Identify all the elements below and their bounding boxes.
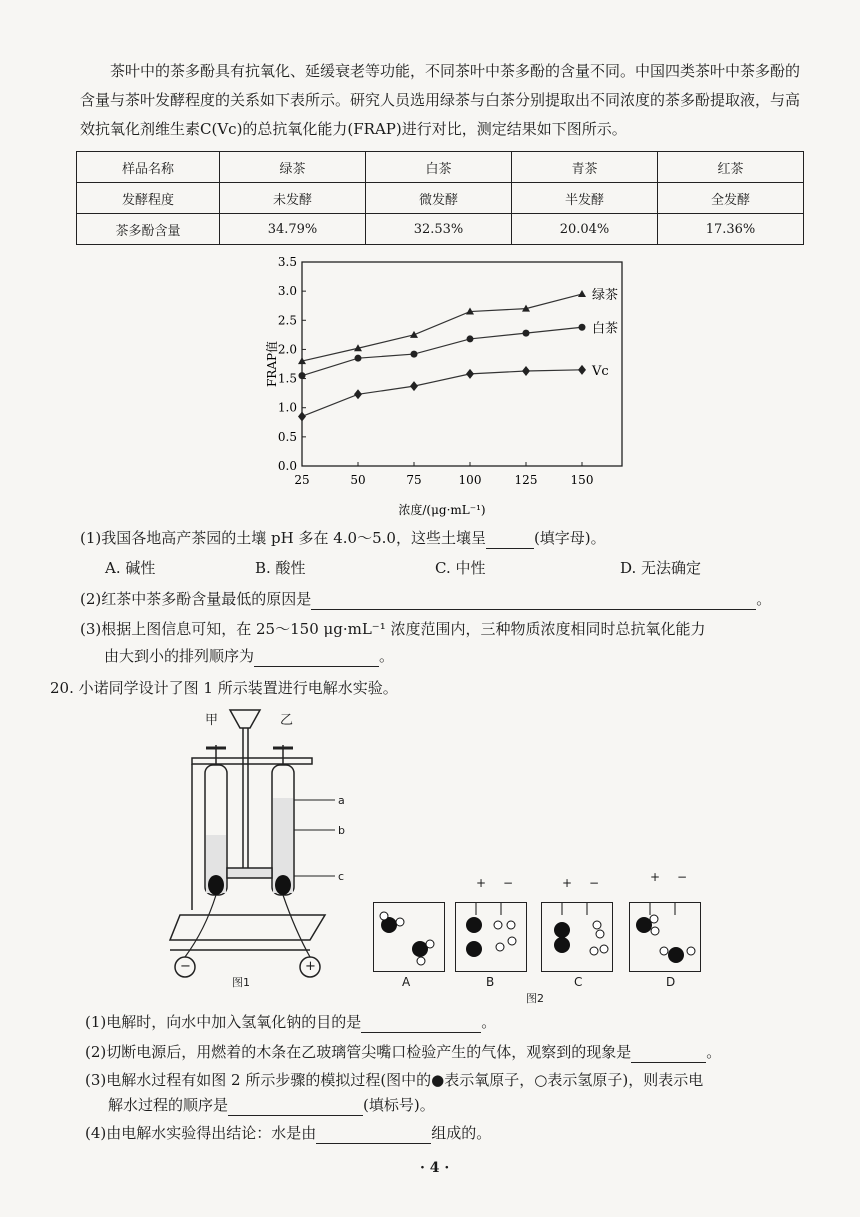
q19-2-end: 。 (756, 590, 772, 608)
q20-3-tail: (填标号)。 (363, 1096, 435, 1114)
table-cell: 发酵程度 (77, 183, 220, 214)
table-row (77, 214, 804, 245)
table-cell: 绿茶 (220, 152, 366, 183)
table-cell: 茶多酚含量 (77, 214, 220, 245)
table-cell: 红茶 (658, 152, 804, 183)
data-point (410, 331, 418, 338)
figure-2-box-c (541, 902, 613, 972)
data-point (466, 369, 474, 379)
figure-2-box-a (373, 902, 445, 972)
q19-2 (80, 588, 771, 610)
series-label: 绿茶 (592, 288, 619, 304)
q20-3-line2 (108, 1094, 435, 1116)
label-jia: 甲 (205, 713, 219, 728)
option-b: B. 酸性 (255, 559, 306, 577)
data-point (467, 335, 474, 342)
page-number: · 4 · (420, 1160, 450, 1176)
x-tick-label: 50 (350, 473, 366, 487)
answer-blank[interactable] (631, 1046, 706, 1063)
series-line-Vc (302, 370, 582, 417)
y-tick-label: 0.0 (277, 459, 297, 473)
data-point (411, 351, 418, 358)
box-d-plus: + (650, 870, 661, 884)
intro-paragraph: 茶叶中的茶多酚具有抗氧化、延缓衰老等功能，不同茶叶中茶多酚的含量不同。中国四类茶叶中茶多酚的含量与茶叶发酵程度的关系如下表所示。研究人员选用绿茶与白茶分别提取出不同浓度的茶多酚提取液，与高效抗氧化剂维生素C(Vc)的总抗氧化能力(FRAP)进行对比，测定结果如下图所示。 (80, 62, 801, 138)
option-a: A. 碱性 (105, 559, 156, 577)
q20-4-text: (4)由电解水实验得出结论：水是由 (85, 1124, 317, 1142)
table-row (77, 152, 804, 183)
answer-blank[interactable] (361, 1016, 481, 1033)
table-cell: 32.53% (366, 214, 512, 245)
table-row (77, 183, 804, 214)
data-point (354, 389, 362, 399)
x-tick-label: 75 (406, 473, 422, 487)
answer-blank[interactable] (316, 1127, 431, 1144)
label-b: b (338, 824, 345, 837)
q20-1-text: (1)电解时，向水中加入氢氧化钠的目的是 (85, 1013, 362, 1031)
box-label-d: D (666, 975, 676, 989)
table-cell: 17.36% (658, 214, 804, 245)
answer-blank[interactable] (486, 532, 534, 549)
table-cell: 微发酵 (366, 183, 512, 214)
series-label: 白茶 (592, 321, 619, 337)
option-d: D. 无法确定 (620, 559, 702, 577)
minus-sign: − (180, 959, 191, 974)
box-b-minus: − (503, 876, 514, 890)
plot-frame (302, 262, 622, 466)
data-point (578, 290, 586, 297)
answer-blank[interactable] (228, 1099, 363, 1116)
q19-1-tail: (填字母)。 (533, 529, 606, 547)
box-label-c: C (574, 975, 583, 989)
data-point (298, 411, 306, 421)
q19-1 (80, 527, 606, 549)
q19-1-text: (1)我国各地高产茶园的土壤 pH 多在 4.0～5.0，这些土壤呈 (80, 529, 486, 547)
box-label-b: B (486, 975, 495, 989)
x-tick-label: 25 (294, 473, 310, 487)
data-point (299, 372, 306, 379)
option-c: C. 中性 (435, 559, 486, 577)
label-yi: 乙 (280, 713, 294, 728)
frap-line-chart (256, 254, 656, 520)
q20-title: 20. 小诺同学设计了图 1 所示装置进行电解水实验。 (50, 679, 398, 697)
x-tick-label: 100 (458, 473, 482, 487)
figure-2-caption: 图2 (526, 992, 544, 1005)
table-cell: 样品名称 (77, 152, 220, 183)
box-c-plus: + (562, 876, 573, 890)
answer-blank[interactable] (311, 593, 756, 610)
y-tick-label: 1.5 (277, 371, 297, 386)
q19-3-line2 (104, 645, 394, 667)
q19-2-text: (2)红茶中茶多酚含量最低的原因是 (80, 590, 312, 608)
data-point (578, 365, 586, 375)
table-cell: 半发酵 (512, 183, 658, 214)
y-tick-label: 3.5 (277, 255, 297, 269)
y-axis-label: FRAP值 (265, 340, 279, 388)
data-point (355, 355, 362, 362)
x-tick-label: 125 (514, 473, 538, 487)
table-cell: 20.04% (512, 214, 658, 245)
data-point (522, 366, 530, 376)
x-tick-label: 150 (570, 473, 594, 487)
q19-3-text: 由大到小的排列顺序为 (104, 647, 255, 665)
q20-2 (85, 1041, 721, 1063)
q20-1 (85, 1011, 496, 1033)
q20-3-line1: (3)电解水过程有如图 2 所示步骤的模拟过程(图中的●表示氧原子，○表示氢原子)，则表示电 (85, 1071, 704, 1089)
q20-4 (85, 1122, 491, 1144)
q19-3-line1: (3)根据上图信息可知，在 25～150 μg·mL⁻¹ 浓度范围内，三种物质浓度相同时总抗氧化能力 (80, 620, 706, 638)
y-tick-label: 3.0 (277, 284, 297, 299)
q19-3-end: 。 (379, 647, 395, 665)
q20-3-text: 解水过程的顺序是 (108, 1096, 229, 1114)
table-cell: 全发酵 (658, 183, 804, 214)
funnel-shape (230, 710, 260, 728)
tea-polyphenol-table (76, 151, 804, 245)
box-b-plus: + (476, 876, 487, 890)
data-point (579, 324, 586, 331)
y-tick-label: 0.5 (277, 429, 297, 444)
q20-4-end: 组成的。 (431, 1124, 492, 1142)
q20-1-end: 。 (481, 1013, 497, 1031)
label-c: c (338, 870, 345, 883)
electrolysis-apparatus-figure (160, 700, 360, 1000)
figure-2-box-d (629, 902, 701, 972)
table-cell: 34.79% (220, 214, 366, 245)
box-label-a: A (402, 975, 411, 989)
y-tick-label: 1.0 (277, 400, 297, 415)
series-label: Vc (592, 363, 609, 379)
y-tick-label: 2.0 (277, 342, 297, 357)
answer-blank[interactable] (254, 650, 379, 667)
table-cell: 未发酵 (220, 183, 366, 214)
y-tick-label: 2.5 (277, 313, 297, 328)
box-d-minus: − (677, 870, 688, 884)
table-cell: 青茶 (512, 152, 658, 183)
x-axis-label: 浓度/(μg·mL⁻¹) (398, 503, 486, 517)
table-cell: 白茶 (366, 152, 512, 183)
figure-2-box-b (455, 902, 527, 972)
label-a: a (338, 794, 345, 807)
box-c-minus: − (589, 876, 600, 890)
figure-1-caption: 图1 (232, 976, 250, 989)
data-point (523, 330, 530, 337)
q20-2-text: (2)切断电源后，用燃着的木条在乙玻璃管尖嘴口检验产生的气体，观察到的现象是 (85, 1043, 632, 1061)
q20-2-end: 。 (706, 1043, 722, 1061)
data-point (410, 381, 418, 391)
plus-sign: + (305, 959, 316, 974)
series-line-绿茶 (302, 294, 582, 361)
